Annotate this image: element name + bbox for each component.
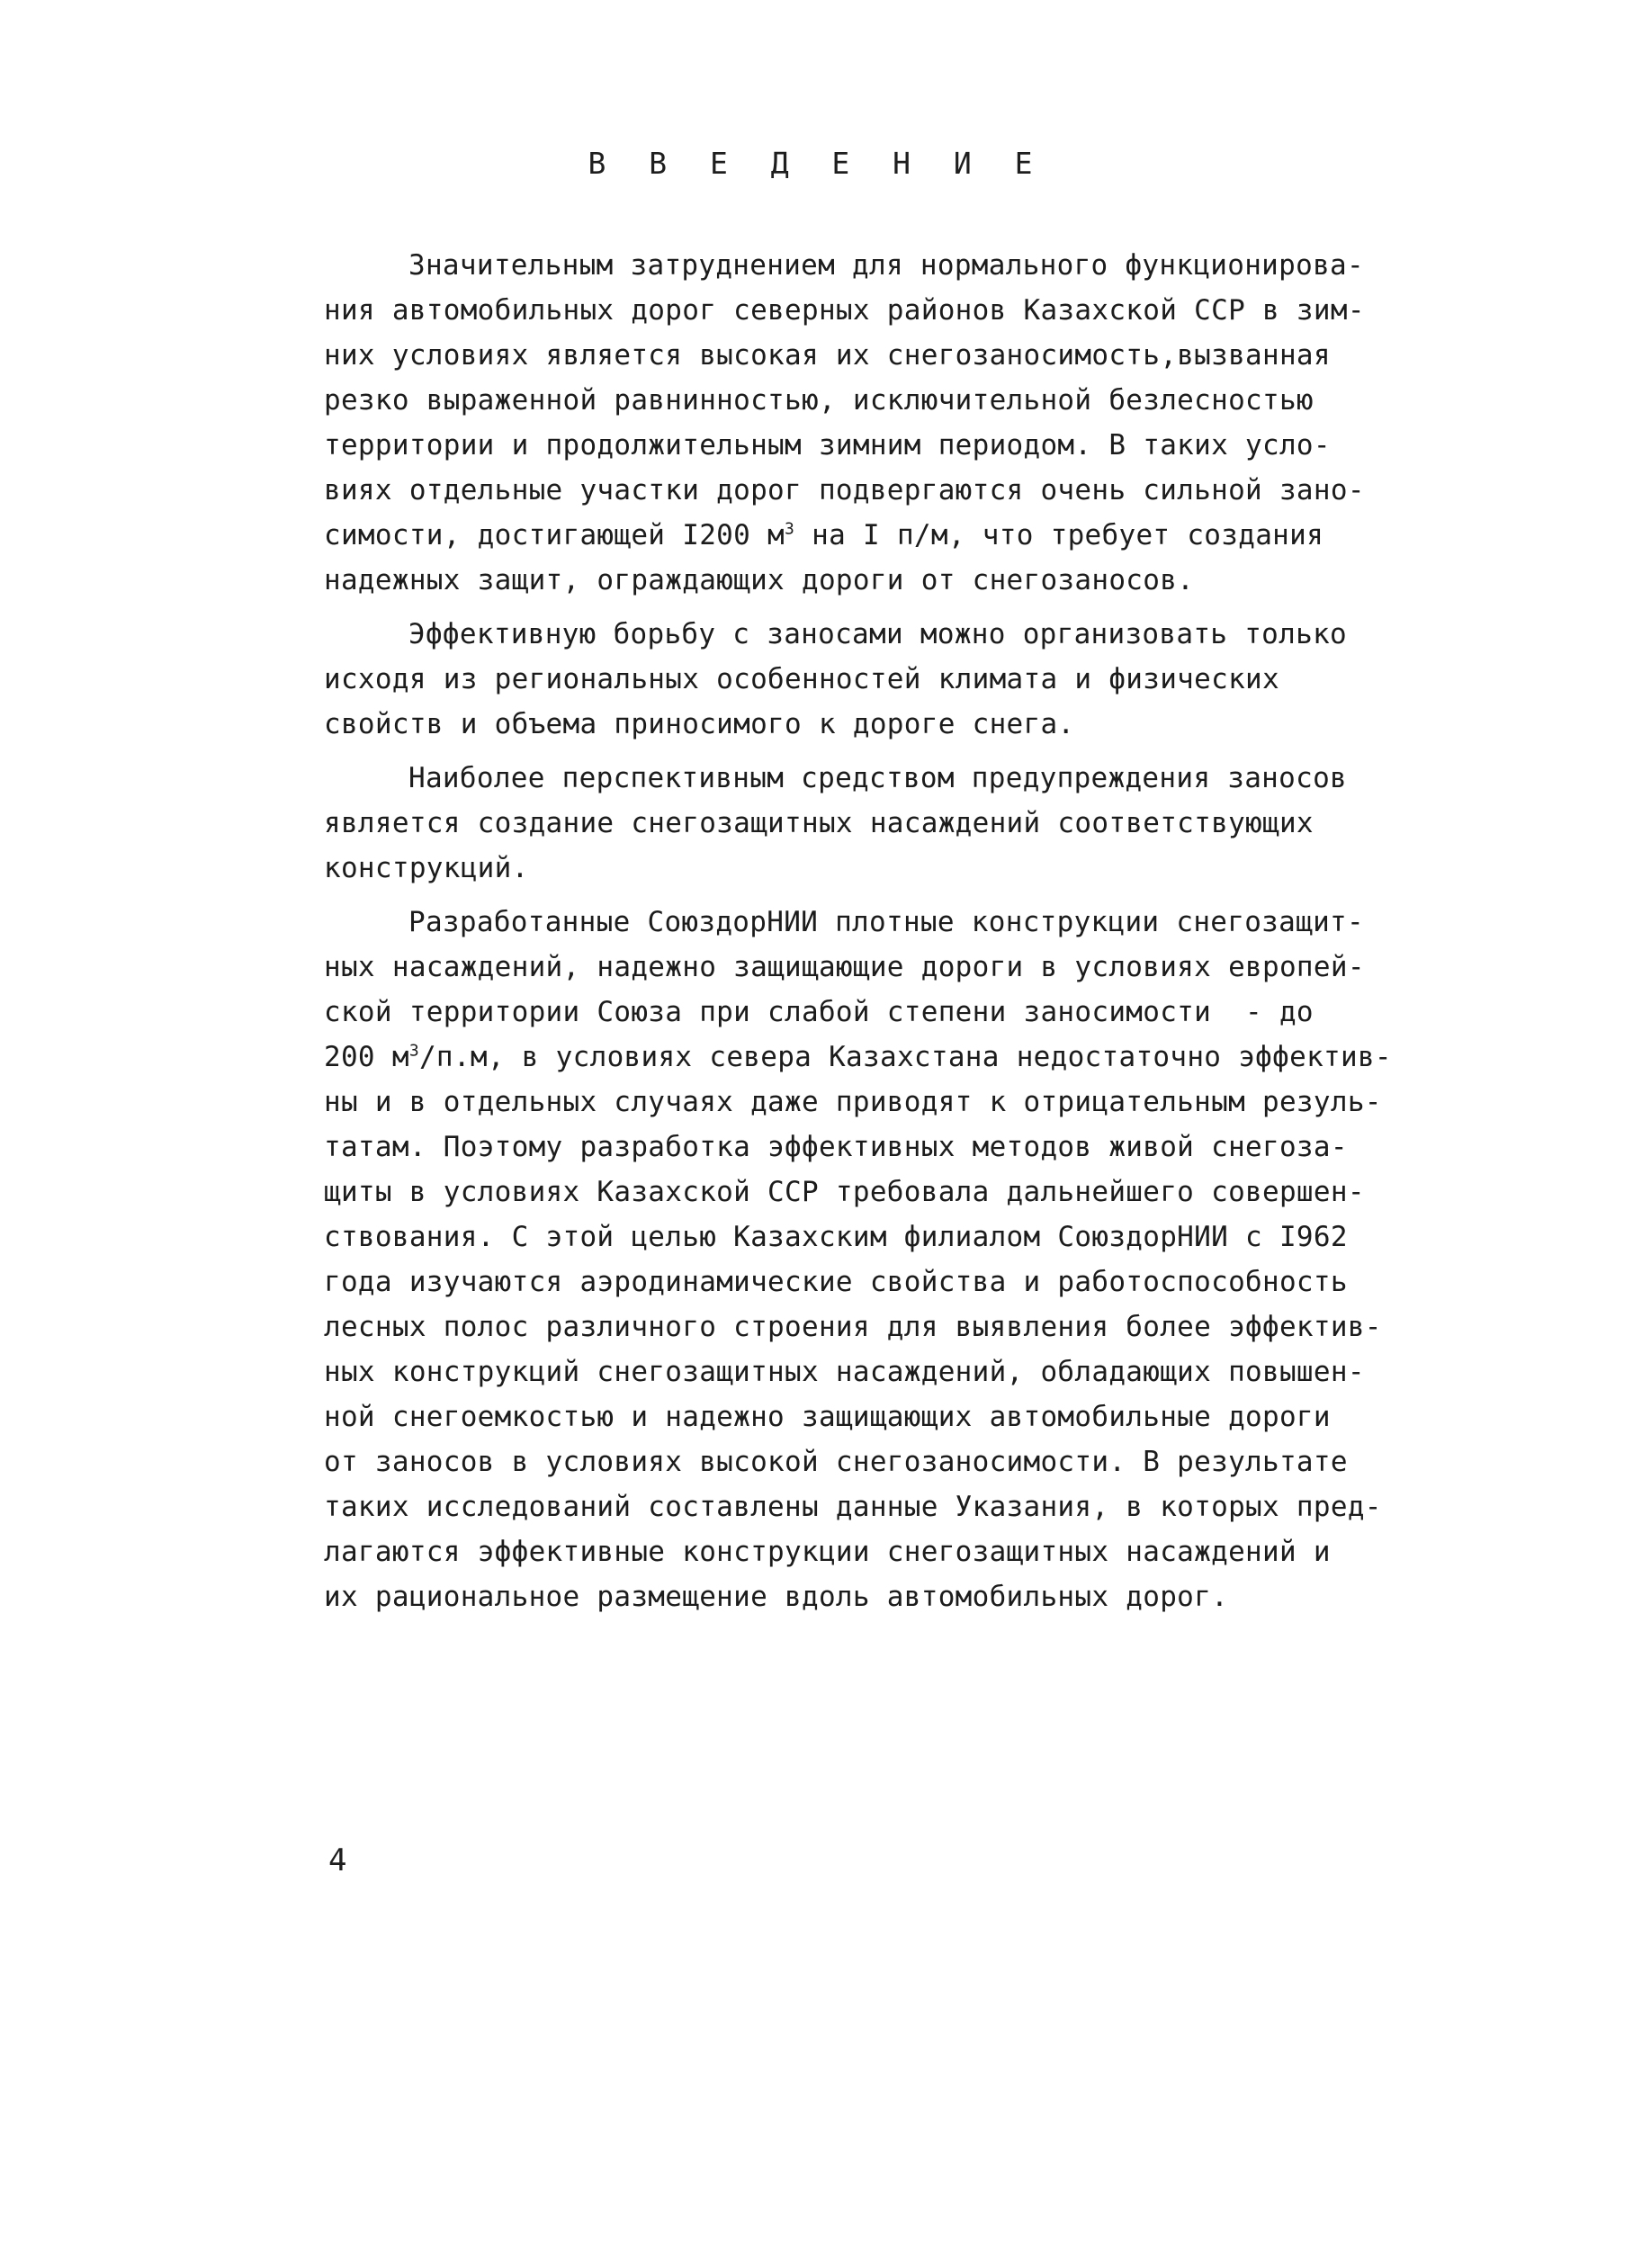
text-line: ных насаждений, надежно защищающие дороги в условиях европей- <box>324 951 1365 983</box>
text-line: резко выраженной равнинностью, исключительной безлесностью <box>324 384 1314 417</box>
text-line: от заносов в условиях высокой снегозаносимости. В результате <box>324 1446 1348 1478</box>
paragraph-2 <box>324 612 1494 747</box>
page-title: В В Е Д Е Н И Е <box>588 146 1045 181</box>
text-line: Наиболее перспективным средством предупреждения заносов <box>408 762 1347 794</box>
text-line: лесных полос различного строения для выявления более эффектив- <box>324 1311 1382 1343</box>
text-line: ствования. С этой целью Казахским филиалом СоюздорНИИ с I962 <box>324 1221 1348 1253</box>
text-line: лагаются эффективные конструкции снегозащитных насаждений и <box>324 1536 1331 1568</box>
text-line: татам. Поэтому разработка эффективных методов живой снегоза- <box>324 1131 1348 1163</box>
text-segment: на I п/м, что требует создания <box>794 519 1324 551</box>
superscript: 3 <box>785 519 795 539</box>
page-number: 4 <box>328 1842 347 1878</box>
text-line: Разработанные СоюздорНИИ плотные конструкции снегозащит- <box>408 906 1364 938</box>
text-line: является создание снегозащитных насаждений соответствующих <box>324 807 1314 839</box>
text-segment: симости, достигающей I200 м <box>324 519 785 551</box>
text-line: виях отдельные участки дорог подвергаются очень сильной зано- <box>324 474 1365 506</box>
text-line: исходя из региональных особенностей климата и физических <box>324 663 1279 695</box>
text-line: Эффективную борьбу с заносами можно организовать только <box>408 618 1347 650</box>
text-line: надежных защит, ограждающих дороги от снегозаносов. <box>324 564 1195 596</box>
paragraph-3 <box>324 756 1494 891</box>
text-line: ной снегоемкостью и надежно защищающих автомобильные дороги <box>324 1401 1331 1433</box>
text-line: ния автомобильных дорог северных районов Казахской ССР в зим- <box>324 294 1365 327</box>
text-segment: 200 м <box>324 1041 409 1073</box>
text-line: таких исследований составлены данные Указания, в которых пред- <box>324 1491 1382 1523</box>
text-line: щиты в условиях Казахской ССР требовала дальнейшего совершен- <box>324 1176 1365 1208</box>
text-line: ской территории Союза при слабой степени заносимости - до <box>324 996 1314 1028</box>
text-line: ных конструкций снегозащитных насаждений, обладающих повышен- <box>324 1356 1365 1388</box>
paragraph-1 <box>324 243 1494 603</box>
text-line <box>324 513 1494 558</box>
text-line: конструкций. <box>324 852 529 884</box>
paragraph-4 <box>324 900 1494 1619</box>
text-line: их рациональное размещение вдоль автомобильных дорог. <box>324 1581 1229 1613</box>
superscript: 3 <box>408 1041 419 1061</box>
text-line: территории и продолжительным зимним периодом. В таких усло- <box>324 429 1331 462</box>
text-line: ны и в отдельных случаях даже приводят к отрицательным резуль- <box>324 1086 1382 1118</box>
body-text <box>324 243 1494 1628</box>
text-line: года изучаются аэродинамические свойства и работоспособность <box>324 1266 1348 1298</box>
text-line: Значительным затруднением для нормального функционирова- <box>408 249 1364 282</box>
text-line: свойств и объема приносимого к дороге снега. <box>324 708 1075 740</box>
text-line <box>324 1035 1494 1080</box>
text-segment: /п.м, в условиях севера Казахстана недостаточно эффектив- <box>418 1041 1392 1073</box>
text-line: них условиях является высокая их снегозаносимость,вызванная <box>324 339 1331 372</box>
